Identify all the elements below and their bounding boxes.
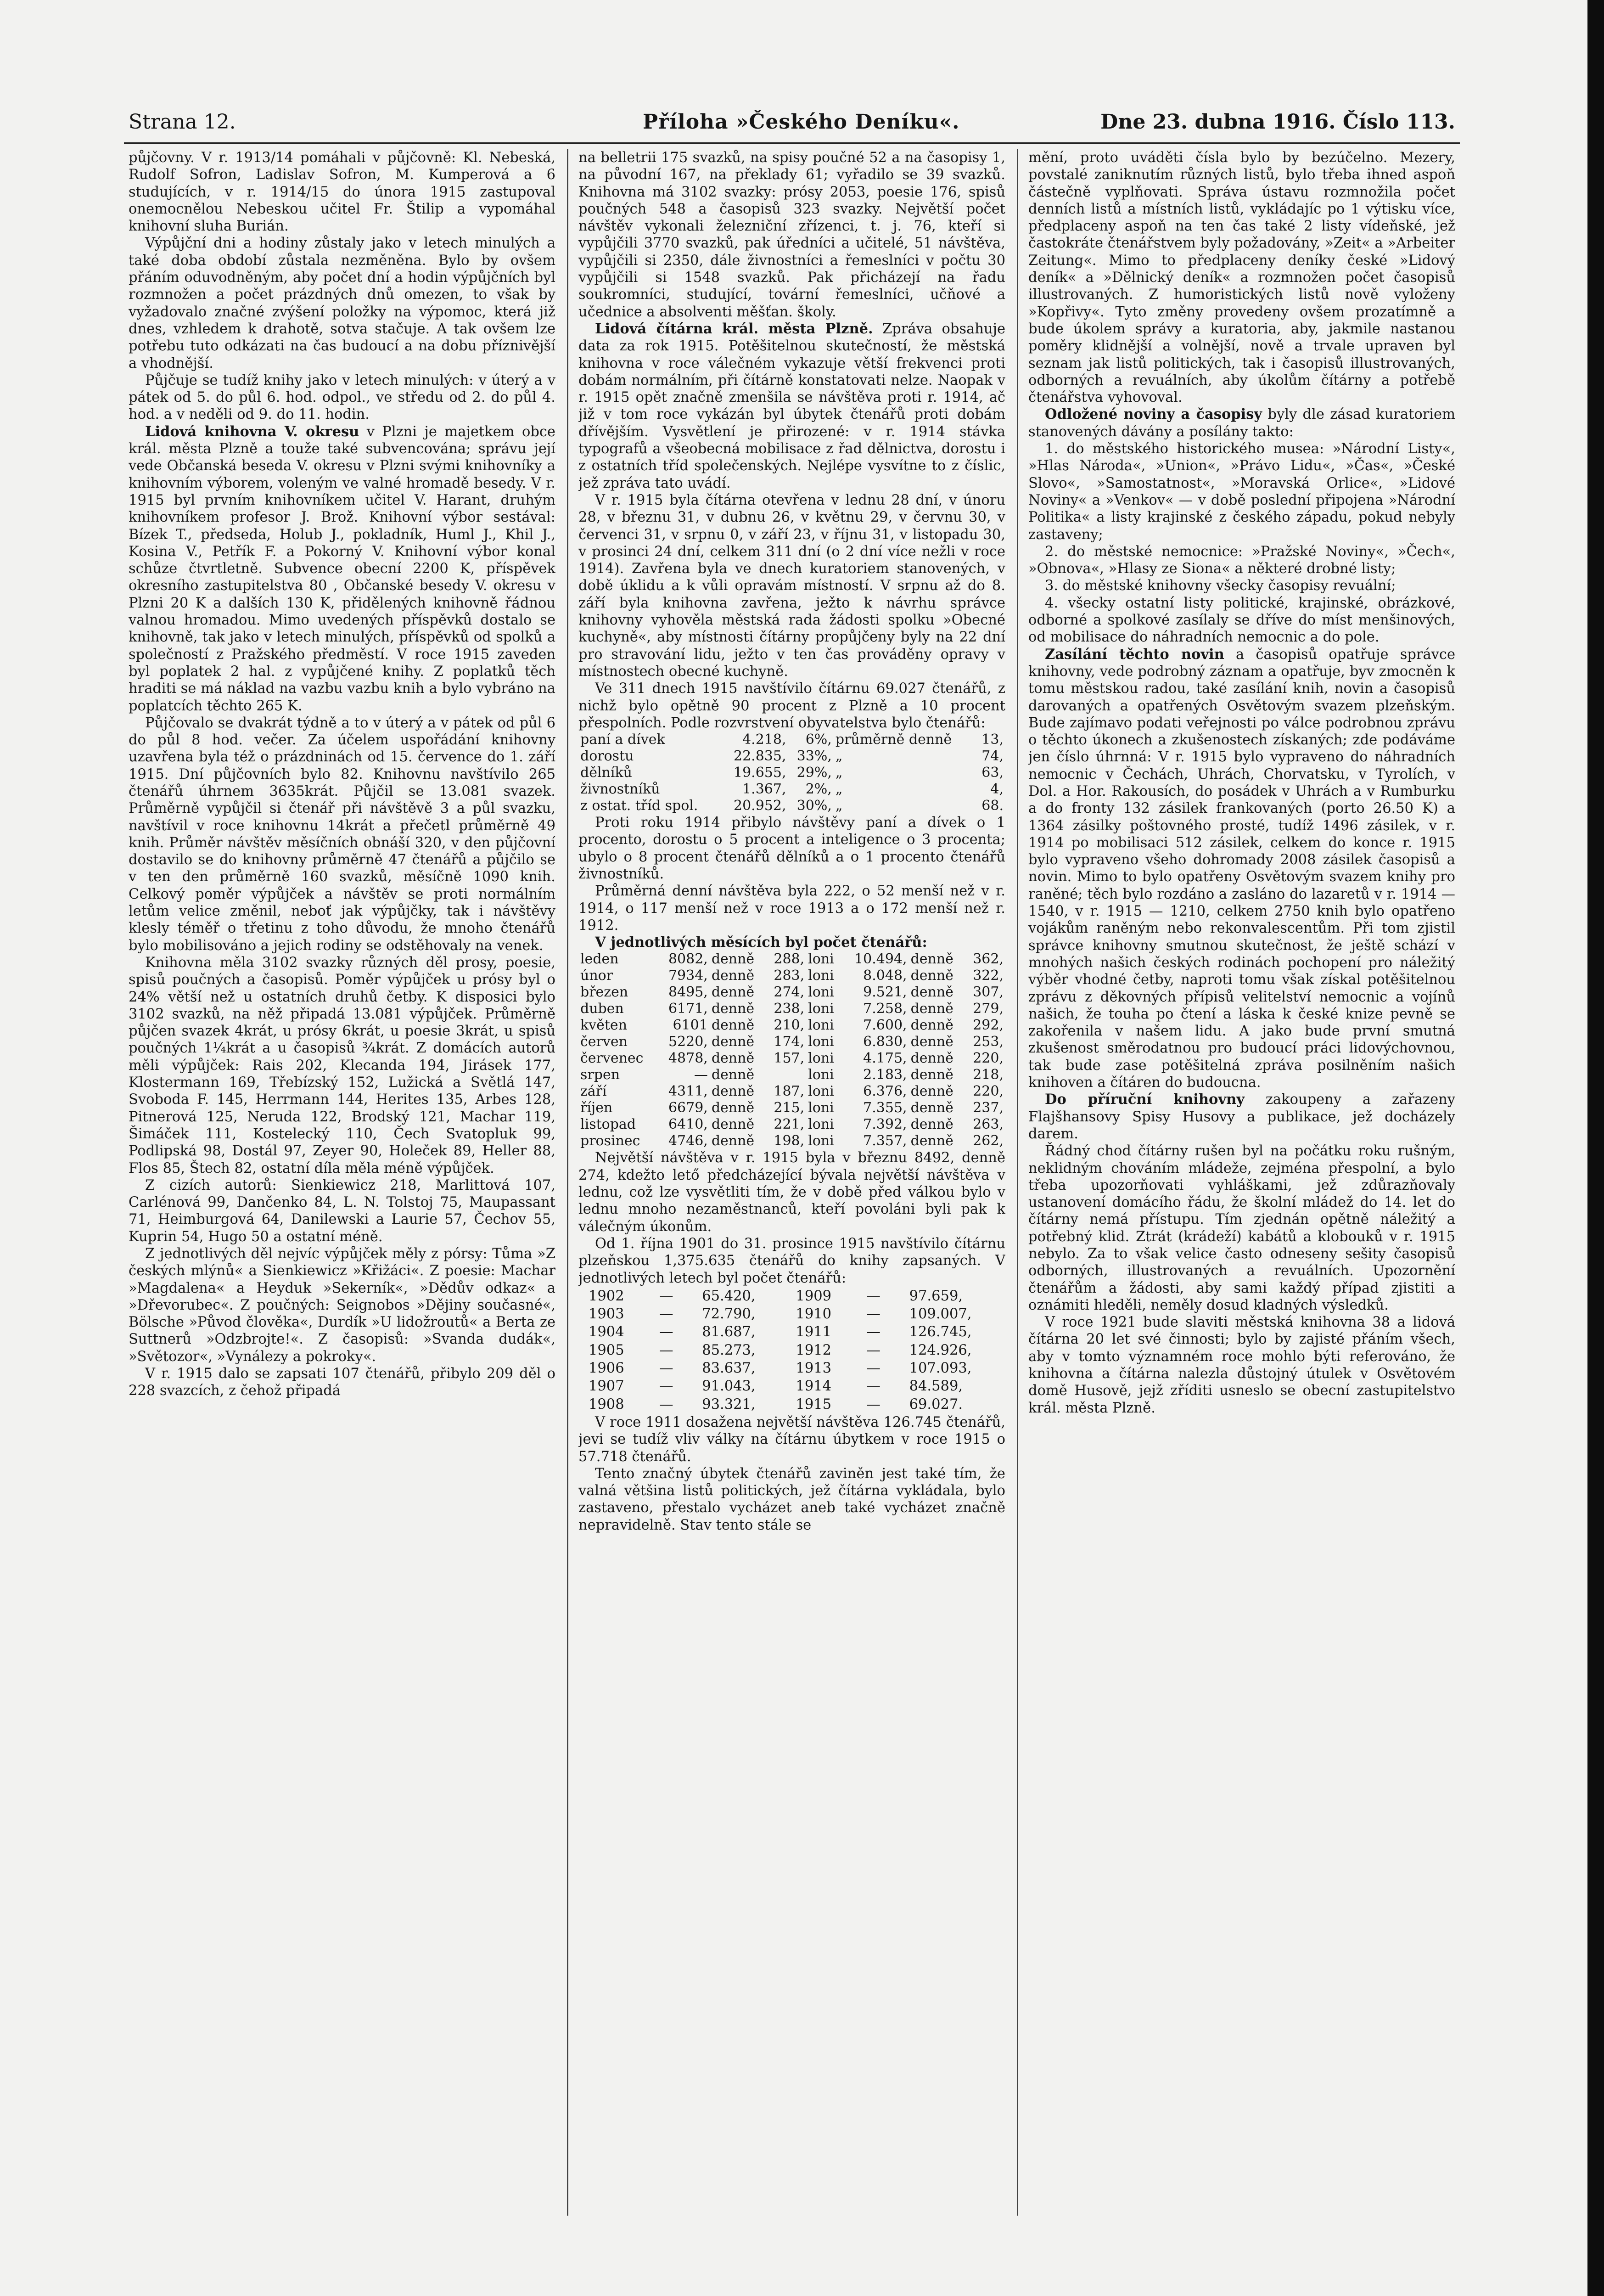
dash: — xyxy=(866,1342,881,1358)
table-row xyxy=(578,1100,1005,1116)
paragraph: Největší návštěva v r. 1915 byla v březnu 8492, denně 274, kdežto lető předcházející bývala největší návštěva v lednu, což lze vysvětliti tím, že v době před válkou bylo v lednu mnoho nezaměstnanců, kteří povoláni byli pak k válečným úkonům. xyxy=(578,1150,1005,1235)
denne-label: denně xyxy=(910,1116,953,1133)
month-last-year: 7.392, xyxy=(863,1116,907,1133)
paragraph: mění, proto uváděti čísla bylo by bezúčelno. Mezery, povstalé zaniknutím různých listů, bylo třeba ihned aspoň částečně vyplňovati. Správa ústavu rozmnožila počet denních listů a místních listů, vykládajíc po 1 výtisku více, předplaceny aspoň na ten čas také 2 listy vídeňské, jež častokráte čtenářstvem byly požadovány, »Zeit« a »Arbeiter Zeitung«. Mimo to předplaceny deníky české »Lidový deník« a »Dělnický deník« a rozmnožen počet časopisů illustrovaných. Z humoristických listů nově vyloženy »Kopřivy«. Tyto změny provedeny ovšem prozatímně a bude úkolem správy a kuratoria, aby, jakmile nastanou poměry klidnější a volnější, nově a trvale upraven byl seznam jak listů politických, tak i časopisů illustrovaných, odborných a revuálních, aby úkolům čítárny a potřebě čtenářstva vyhovoval. xyxy=(1028,150,1455,406)
month-last-year: 9.521, xyxy=(863,984,907,1001)
section-heading: V jednotlivých měsících byl počet čtenářů: xyxy=(595,934,927,951)
paragraph: 3. do městské knihovny všecky časopisy revuální; xyxy=(1045,578,1396,594)
month-last-year: 6.830, xyxy=(863,1034,907,1050)
occupation-percent: 30%, xyxy=(796,798,832,814)
newspaper-page xyxy=(124,96,1460,2273)
header-rule xyxy=(124,142,1460,144)
dash: — xyxy=(866,1306,881,1322)
column-rule-2 xyxy=(1017,149,1018,2216)
paragraph: Lidová knihovna V. okresu v Plzni je majetkem obce král. města Plzně a touže také subvencována; správu její vede Občanská beseda V. okresu v Plzni svými knihovníky a knihovním výborem, voleným ve valné hromadě besedy. V r. 1915 byl prvním knihovníkem učitel V. Harant, druhým knihovníkem profesor J. Brož. Knihovní výbor sestával: Bízek T., předseda, Holub J., pokladník, Huml J., Khil J., Kosina V., Petřík F. a Pokorný V. Knihovní výbor konal schůze čtvrtletně. Subvence obecní 2200 K, příspěvek okresního zastupitelstva 80 , Občanské besedy V. okresu v Plzni 20 K a dalších 130 K, přidělených knihovně řádnou valnou hromadou. Mimo uvedených příspěvků dostalo se knihovně, tak jako v letech minulých, příspěvků od spolků a společností z Pražského předměstí. V roce 1915 zaveden byl poplatek 2 hal. z vypůjčené knihy. Z poplatků těch hraditi se má náklad na vazbu vazbu knih a bylo vybráno na poplatcích těchto 265 K. xyxy=(129,423,555,714)
occupation-count: 20.952, xyxy=(733,798,786,814)
month-last-year-daily: 263, xyxy=(973,1116,1004,1133)
month-daily: 288, xyxy=(774,951,805,968)
issue-date: Dne 23. dubna 1916. Číslo 113. xyxy=(1100,110,1455,134)
table-row xyxy=(578,968,1005,984)
month-name: únor xyxy=(580,968,613,984)
year: 1913 xyxy=(796,1360,832,1377)
denne-label: denně xyxy=(910,1083,953,1100)
month-daily: 238, xyxy=(774,1001,805,1017)
month-last-year: 10.494, xyxy=(854,951,907,968)
month-readers: 7934, xyxy=(668,968,708,984)
page-header xyxy=(124,106,1460,138)
paragraph: Z jednotlivých děl nejvíc výpůjček měly z pórsy: Tůma »Z českých mlýnů« a Sienkiewicz »Křižáci«. Z poesie: Machar »Magdalena« a Heyduk »Sekerník«, »Dědův odkaz« a »Dřevorubec«. Z poučných: Seignobos »Dějiny současné«, Bölsche »Původ člověka«, Durdík »U lidožroutů« a Berta ze Suttnerů »Odzbrojte!«. Z časopisů: »Svanda dudák«, »Světozor«, »Vynálezy a pokroky«. xyxy=(129,1246,555,1365)
denne-label: denně xyxy=(711,1100,755,1116)
occupation-percent: 6%, xyxy=(805,732,832,748)
month-name: listopad xyxy=(580,1116,636,1133)
year-readers: 124.926, xyxy=(909,1342,972,1358)
denne-label: denně xyxy=(711,1034,755,1050)
month-last-year-daily: 262, xyxy=(973,1133,1004,1149)
paragraph: V r. 1915 dalo se zapsati 107 čtenářů, přibylo 209 děl o 228 svazcích, z čehož připadá xyxy=(129,1366,555,1399)
month-daily: 221, xyxy=(774,1116,805,1133)
month-last-year-daily: 279, xyxy=(973,1001,1004,1017)
paragraph: Do příruční knihovny zakoupeny a zařazeny Flajšhansovy Spisy Husovy a publikace, jež docházely darem. xyxy=(1028,1091,1455,1142)
table-row xyxy=(579,1378,1004,1395)
daily-label: „ xyxy=(835,798,843,814)
daily-average: 63, xyxy=(981,765,1004,781)
year: 1912 xyxy=(796,1342,832,1358)
paragraph: V roce 1911 dosažena největší návštěva 126.745 čtenářů, jevi se tudíž vliv války na čítárnu úbytkem v roce 1915 o 57.718 čtenářů. xyxy=(578,1414,1005,1465)
month-name: leden xyxy=(580,951,619,968)
month-last-year-daily: 220, xyxy=(973,1050,1004,1067)
month-readers: 6101 xyxy=(673,1017,708,1034)
table-row xyxy=(579,1396,1004,1413)
section-heading: Do příruční knihovny xyxy=(1045,1091,1245,1108)
paragraph: na belletrii 175 svazků, na spisy poučné 52 a na časopisy 1, na původní 167, na překlady 61; vyřadilo se 39 svazků. Knihovna má 3102 svazky: prósy 2053, poesie 176, spisů poučných 548 a časopisů 323 svazky. Největší počet návštěv vykonali železniční zřízenci, t. j. 76, kteří si vypůjčili 3770 svazků, pak úředníci a učitelé, 51 návštěva, vypůjčili si 2350, dále živnostníci a řemeslníci v počtu 30 vypůjčili si 1548 svazků. Pak přicházejí na řadu soukromníci, studující, tovární řemeslníci, učňové a učednice a absolventi měšťan. školy. xyxy=(578,150,1005,320)
month-last-year-daily: 253, xyxy=(973,1034,1004,1050)
table-row xyxy=(578,765,1005,781)
denne-label: denně xyxy=(910,1133,953,1149)
year: 1910 xyxy=(796,1306,832,1322)
table-row xyxy=(578,1050,1005,1067)
monthly-table xyxy=(578,951,1005,1149)
loni-label: loni xyxy=(808,1116,834,1133)
table-row xyxy=(578,1083,1005,1100)
year: 1911 xyxy=(796,1324,832,1340)
occupation-table xyxy=(578,732,1005,814)
year: 1914 xyxy=(796,1378,832,1395)
section-heading: Lidová knihovna V. okresu xyxy=(145,423,359,440)
year: 1908 xyxy=(589,1396,624,1412)
table-row xyxy=(579,1342,1004,1359)
dash: — xyxy=(866,1396,881,1412)
denne-label: denně xyxy=(910,1034,953,1050)
month-last-year: 2.183, xyxy=(863,1067,907,1083)
loni-label: loni xyxy=(808,984,834,1001)
dash: — xyxy=(866,1360,881,1377)
loni-label: loni xyxy=(808,968,834,984)
month-last-year-daily: 322, xyxy=(973,968,1004,984)
year-readers: 97.659, xyxy=(909,1288,963,1304)
occupation-count: 1.367, xyxy=(742,781,786,798)
paragraph: V roce 1921 bude slaviti městská knihovna 38 a lidová čítárna 20 let své činnosti; bylo by zajisté přáním všech, aby v tomto významném roce mohlo býti referováno, že knihovna a čítárna nalezla důstojný útulek v Osvětovém domě Husově, jejž zříditi usneslo se obecní zastupitelstvo král. města Plzně. xyxy=(1028,1314,1455,1416)
year-readers: 85.273, xyxy=(702,1342,756,1358)
table-row xyxy=(578,748,1005,765)
occupation-count: 19.655, xyxy=(733,765,786,781)
month-last-year-daily: 218, xyxy=(973,1067,1004,1083)
month-name: srpen xyxy=(580,1067,620,1083)
dash: — xyxy=(659,1342,673,1358)
denne-label: denně xyxy=(910,1067,953,1083)
denne-label: denně xyxy=(711,1116,755,1133)
year-readers: 107.093, xyxy=(909,1360,972,1377)
table-row xyxy=(578,1017,1005,1034)
dash: — xyxy=(659,1324,673,1340)
month-last-year: 7.258, xyxy=(863,1001,907,1017)
paragraph: V r. 1915 byla čítárna otevřena v lednu 28 dní, v únoru 28, v březnu 31, v dubnu 26, v květnu 29, v červnu 30, v červenci 31, v srpnu 0, v září 23, v říjnu 31, v listopadu 30, v prosinci 24 dní, celkem 311 dní (o 2 dní více nežli v roce 1914). Zavřena byla ve dnech kuratoriem stanovených, v době úklidu a k vůli opravám místností. V srpnu až do 8. září byla knihovna zavřena, ježto k návrhu správce knihovny vyhověla městská rada žádosti spolku »Obecné kuchyně«, aby místnosti čítárny propůjčeny byly na 22 dní pro stravování lidu, ježto v ten čas prováděny opravy v místnostech obecné kuchyně. xyxy=(578,492,1005,680)
dash: — xyxy=(659,1378,673,1395)
month-daily: 274, xyxy=(774,984,805,1001)
month-readers: 6410, xyxy=(668,1116,708,1133)
denne-label: denně xyxy=(711,1083,755,1100)
paragraph: Knihovna měla 3102 svazky různých děl prosy, poesie, spisů poučných a časopisů. Poměr výpůjček u prósy byl o 24% větší než u ostatních druhů četby. K disposici bylo 3102 svazků, na něž připadá 13.081 výpůjček. Průměrně půjčen svazek 4krát, u prósy 6krát, u poesie 3krát, u spisů poučných 1¼krát a u časopisů ¾krát. Z domácích autorů měli výpůjček: Rais 202, Klecanda 194, Jirásek 177, Klostermann 169, Třebízský 152, Lužická a Světlá 147, Svoboda F. 145, Herrmann 144, Herites 135, Arbes 128, Pitnerová 125, Neruda 122, Brodský 121, Machar 119, Šimáček 111, Kostelecký 110, Čech Svatopluk 99, Podlipská 98, Dostál 97, Zeyer 90, Holeček 89, Heller 88, Flos 85, Štech 82, ostatní díla měla méně výpůjček. xyxy=(129,954,555,1176)
month-readers: 4311, xyxy=(668,1083,708,1100)
year: 1915 xyxy=(796,1396,832,1412)
year-readers: 81.687, xyxy=(702,1324,756,1340)
month-last-year-daily: 220, xyxy=(973,1083,1004,1100)
month-daily: 198, xyxy=(774,1133,805,1149)
denne-label: denně xyxy=(910,968,953,984)
year-readers: 109.007, xyxy=(909,1306,972,1322)
paragraph: 4. všecky ostatní listy politické, krajinské, obrázkové, odborné a spolkové zasílaly se dříve do míst menšinových, od mobilisace do náhradních nemocnic a do pole. xyxy=(1028,595,1455,646)
yearly-table xyxy=(578,1287,1005,1414)
table-row xyxy=(579,1288,1004,1305)
month-readers: — xyxy=(694,1067,708,1083)
month-daily: 283, xyxy=(774,968,805,984)
denne-label: denně xyxy=(910,1050,953,1067)
month-last-year-daily: 307, xyxy=(973,984,1004,1001)
year: 1905 xyxy=(589,1342,624,1358)
section-heading: Lidová čítárna král. města Plzně. xyxy=(595,320,873,337)
occupation-name: paní a dívek xyxy=(580,732,665,748)
occupation-name: dorostu xyxy=(580,748,634,765)
daily-average: 4, xyxy=(990,781,1004,798)
paragraph xyxy=(578,934,1005,951)
month-readers: 5220, xyxy=(668,1034,708,1050)
table-row xyxy=(578,1001,1005,1017)
occupation-count: 4.218, xyxy=(742,732,786,748)
section-heading: Odložené noviny a časopisy xyxy=(1045,406,1262,423)
year: 1902 xyxy=(589,1288,624,1304)
paragraph: Výpůjční dni a hodiny zůstaly jako v letech minulých a také doba období zůstala nezměněna. Bylo by ovšem přáním oduvodněným, aby počet dní a hodin výpůjčních byl rozmnožen a počet prázdných dnů omezen, to však by vyžadovalo značné zvýšení položky na výpomoc, která již dnes, vzhledem k drahotě, sotva stačuje. A tak ovšem lze potřebu tuto odkázati na čas budoucí a na dobu příznivější a vhodnější. xyxy=(129,235,555,371)
year: 1903 xyxy=(589,1306,624,1322)
occupation-name: dělníků xyxy=(580,765,632,781)
scan-edge xyxy=(1587,0,1604,2296)
loni-label: loni xyxy=(808,951,834,968)
paragraph: Odložené noviny a časopisy byly dle zásad kuratoriem stanovených dávány a posílány takto: xyxy=(1028,406,1455,440)
paragraph: Proti roku 1914 přibylo návštěvy paní a dívek o 1 procento, dorostu o 5 procent a inteligence o 3 procenta; ubylo o 8 procent čtenářů dělníků a o 1 procento čtenářů živnostníků. xyxy=(578,815,1005,882)
denne-label: denně xyxy=(711,1050,755,1067)
month-last-year: 7.357, xyxy=(863,1133,907,1149)
daily-label: „ xyxy=(835,748,843,765)
year: 1904 xyxy=(589,1324,624,1340)
loni-label: loni xyxy=(808,1133,834,1149)
paragraph: 2. do městské nemocnice: »Pražské Noviny«, »Čech«, »Obnova«, »Hlasy ze Siona« a některé drobné listy; xyxy=(1028,543,1455,577)
daily-average: 68. xyxy=(981,798,1004,814)
loni-label: loni xyxy=(808,1083,834,1100)
month-last-year: 7.355, xyxy=(863,1100,907,1116)
month-name: duben xyxy=(580,1001,624,1017)
month-readers: 8082, xyxy=(668,951,708,968)
year: 1906 xyxy=(589,1360,624,1377)
paragraph: 1. do městského historického musea: »Národní Listy«, »Hlas Národa«, »Union«, »Právo Lidu«, »Čas«, »České Slovo«, »Samostatnost«, »Moravská Orlice«, »Lidové Noviny« a »Venkov« — v době poslední připojena »Národní Politika« a listy krajinské z českého západu, pokud nebyly zastaveny; xyxy=(1028,441,1455,543)
month-name: květen xyxy=(580,1017,628,1034)
year: 1907 xyxy=(589,1378,624,1395)
loni-label: loni xyxy=(808,1100,834,1116)
occupation-percent: 29%, xyxy=(796,765,832,781)
month-last-year: 4.175, xyxy=(863,1050,907,1067)
column-1 xyxy=(129,149,555,2262)
year-readers: 83.637, xyxy=(702,1360,756,1377)
month-daily: 174, xyxy=(774,1034,805,1050)
month-name: červen xyxy=(580,1034,628,1050)
table-row xyxy=(578,732,1005,748)
occupation-count: 22.835, xyxy=(733,748,786,765)
paragraph: Ve 311 dnech 1915 navštívilo čítárnu 69.027 čtenářů, z nichž bylo opětně 90 procent z Plzně a 10 procent přespolních. Podle rozvrstvení obyvatelstva bylo čtenářů: xyxy=(578,681,1005,731)
paragraph: Z cizích autorů: Sienkiewicz 218, Marlittová 107, Carlénová 99, Dančenko 84, L. N. Tolstoj 75, Maupassant 71, Heimburgová 64, Danilewski a Laurie 57, Čechov 55, Kuprin 54, Hugo 50 a ostatní méně. xyxy=(129,1177,555,1245)
dash: — xyxy=(866,1324,881,1340)
denne-label: denně xyxy=(910,984,953,1001)
paragraph: Od 1. října 1901 do 31. prosince 1915 navštívilo čítárnu plzeňskou 1,375.635 čtenářů do knihy zapsaných. V jednotlivých letech byl počet čtenářů: xyxy=(578,1235,1005,1286)
loni-label: loni xyxy=(808,1017,834,1034)
table-row xyxy=(578,1067,1005,1083)
paragraph: Půjčuje se tudíž knihy jako v letech minulých: v úterý a v pátek od 5. do půl 6. hod. odpol., ve středu od 2. do půl 4. hod. a v neděli od 9. do 11. hodin. xyxy=(129,372,555,423)
column-rule-1 xyxy=(567,149,568,2216)
month-name: prosinec xyxy=(580,1133,640,1149)
denne-label: denně xyxy=(910,951,953,968)
month-daily: 210, xyxy=(774,1017,805,1034)
table-row xyxy=(579,1323,1004,1340)
denne-label: denně xyxy=(910,1100,953,1116)
month-daily: 215, xyxy=(774,1100,805,1116)
dash: — xyxy=(659,1288,673,1304)
month-last-year: 7.600, xyxy=(863,1017,907,1034)
year: 1909 xyxy=(796,1288,832,1304)
column-3 xyxy=(1028,149,1455,2262)
table-row xyxy=(578,984,1005,1001)
month-name: červenec xyxy=(580,1050,644,1067)
denne-label: denně xyxy=(910,1017,953,1034)
month-readers: 6171, xyxy=(668,1001,708,1017)
year-readers: 65.420, xyxy=(702,1288,756,1304)
month-name: září xyxy=(580,1083,607,1100)
year-readers: 126.745, xyxy=(909,1324,972,1340)
denne-label: denně xyxy=(711,1017,755,1034)
daily-label: průměrně denně xyxy=(835,732,952,748)
paragraph: Lidová čítárna král. města Plzně. Zpráva obsahuje data za rok 1915. Potěšitelnou skutečností, že městská knihovna v roce válečném vykazuje větší frekvenci proti dobám normálním, při čítárně konstatovati nelze. Naopak v r. 1915 opět značně zmenšila se návštěva proti r. 1914, ač již v tom roce vykázán byl úbytek čtenářů proti dobám dřívějším. Vysvětlení je přirozené: v r. 1914 stávka typografů a všeobecná mobilisace z řad dělnictva, dorostu i z ostatních tříd společenských. Nejlépe vysvítne to z číslic, jež zpráva tato uvádí. xyxy=(578,320,1005,491)
table-row xyxy=(578,781,1005,798)
dash: — xyxy=(866,1378,881,1395)
paragraph: Zasílání těchto novin a časopisů opatřuje správce knihovny, vede podrobný záznam a opatřuje, byv zmocněn k tomu městskou radou, také zasílání knih, novin a časopisů darovaných a opatřených Osvětovým svazem plzeňským. Bude zajímavo podati veřejnosti po válce podrobnou zprávu o těchto úkonech a zkušenostech získaných; zde podáváme jen číslo úhrnná: V r. 1915 bylo vypraveno do náhradních nemocnic v Čechách, Uhrách, Chorvatsku, v Tyrolích, v Dol. a Hor. Rakousích, do posádek v Uhrách a v Rumburku a do fronty 132 zásilek frankovaných (porto 26.50 K) a 1364 zásilky poštovného prosté, tudíž 1496 zásilek, v r. 1914 po mobilisaci 512 zásilek, celkem do konce r. 1915 bylo vypraveno všeho dohromady 2008 zásilek časopisů a novin. Mimo to bylo opatřeny Osvětovým svazem knihy pro raněné; těch bylo rozdáno a zasláno do lazaretů v r. 1914 — 1540, v r. 1915 — 1210, celkem 2750 knih bylo opatřeno vojákům raněným nebo rekonvalescentům. Při tom zjistil správce knihovny smutnou skutečnost, že ještě schází v mnohých našich českých rodinách pochopení pro náležitý výběr vhodné četby, naproti tomu však získal potěšitelnou zprávu z děkovných přípisů velitelství nemocnic a vojínů našich, že touha po čtení a láska k české knize pevně se zakořenila v našem lidu. A jako bude první smutná zkušenost směrodatnou pro budoucí práci lidovýchovnou, tak bude zase potěšitelná zpráva posilněním našich knihoven a čítáren do budoucna. xyxy=(1028,646,1455,1091)
year-readers: 93.321, xyxy=(702,1396,756,1412)
denne-label: denně xyxy=(711,1133,755,1149)
section-heading: Zasílání těchto novin xyxy=(1045,646,1224,663)
page-number: Strana 12. xyxy=(129,110,236,134)
loni-label: loni xyxy=(808,1001,834,1017)
loni-label: loni xyxy=(808,1050,834,1067)
table-row xyxy=(578,798,1005,814)
denne-label: denně xyxy=(711,984,755,1001)
denne-label: denně xyxy=(711,951,755,968)
month-daily xyxy=(765,1067,806,1083)
occupation-name: živnostníků xyxy=(580,781,660,798)
table-row xyxy=(579,1306,1004,1322)
dash: — xyxy=(659,1360,673,1377)
month-readers: 6679, xyxy=(668,1100,708,1116)
supplement-title: Příloha »Českého Deníku«. xyxy=(643,110,960,134)
month-name: březen xyxy=(580,984,628,1001)
month-last-year-daily: 292, xyxy=(973,1017,1004,1034)
loni-label: loni xyxy=(808,1034,834,1050)
paragraph: Průměrná denní návštěva byla 222, o 52 menší než v r. 1914, o 117 menší než v roce 1913 a o 172 menší než r. 1912. xyxy=(578,883,1005,934)
loni-label: loni xyxy=(808,1067,834,1083)
year-readers: 84.589, xyxy=(909,1378,963,1395)
daily-average: 13, xyxy=(981,732,1004,748)
daily-label: „ xyxy=(835,781,843,798)
month-readers: 8495, xyxy=(668,984,708,1001)
month-daily: 187, xyxy=(774,1083,805,1100)
month-last-year: 8.048, xyxy=(863,968,907,984)
daily-average: 74, xyxy=(981,748,1004,765)
denne-label: denně xyxy=(711,968,755,984)
month-last-year-daily: 362, xyxy=(973,951,1004,968)
paragraph: Tento značný úbytek čtenářů zaviněn jest také tím, že valná většina listů politických, jež čítárna vykládala, bylo zastaveno, přestalo vycházet aneb také vycházet značně nepravidelně. Stav tento stále se xyxy=(578,1465,1005,1533)
occupation-name: z ostat. tříd spol. xyxy=(580,798,698,814)
month-readers: 4746, xyxy=(668,1133,708,1149)
occupation-percent: 2%, xyxy=(805,781,832,798)
daily-label: „ xyxy=(835,765,843,781)
denne-label: denně xyxy=(711,1001,755,1017)
dash: — xyxy=(866,1288,881,1304)
table-row xyxy=(578,951,1005,968)
denne-label: denně xyxy=(910,1001,953,1017)
year-readers: 69.027. xyxy=(909,1396,963,1412)
month-last-year-daily: 237, xyxy=(973,1100,1004,1116)
month-daily: 157, xyxy=(774,1050,805,1067)
paragraph: Půjčovalo se dvakrát týdně a to v úterý a v pátek od půl 6 do půl 8 hod. večer. Za účelem uspořádání knihovny uzavřena byla též o prázdninách od 15. července do 1. září 1915. Dní půjčovních bylo 82. Knihovnu navštívilo 265 čtenářů úhrnem 3635krát. Půjčil se 13.081 svazek. Průměrně vypůjčil si čtenář při návštěvě 3 a půl svazku, navštívil v roce knihovnu 14krát a přečetl průměrně 49 knih. Průměr návštěv měsíčních obnáší 320, v den půjčovní dostavilo se do knihovny průměrně 47 čtenářů a půjčilo se v ten den průměrně 160 svazků, měsíčně 1090 knih. Celkový poměr výpůjček a návštěv se proti normálním letům velice změnil, neboť jak výpůjčky, tak i návštěvy klesly téměř o třetinu z toho důvodu, že mnoho čtenářů bylo mobilisováno a jejich rodiny se odstěhovaly na venek. xyxy=(129,715,555,954)
month-name: říjen xyxy=(580,1100,613,1116)
year-readers: 72.790, xyxy=(702,1306,756,1322)
table-row xyxy=(578,1116,1005,1133)
dash: — xyxy=(659,1306,673,1322)
occupation-percent: 33%, xyxy=(796,748,832,765)
table-row xyxy=(579,1360,1004,1377)
paragraph: Řádný chod čítárny rušen byl na počátku roku rušným, neklidným chováním mládeže, zejména přespolní, a bylo třeba upozorňovati vyhláškami, jež zdůrazňovaly ustanovení domácího řádu, že školní mládež do 14. let do čítárny nemá přístupu. Tím zjednán opětně náležitý a potřebný klid. Ztrát (krádeží) kabátů a klobouků v r. 1915 nebylo. Za to však velice často odneseny sešity časopisů odborných, illustrovaných a revuálních. Upozornění čtenářům a žádosti, aby sami každý případ zjistiti a oznámiti hleděli, neměly dosud kladných výsledků. xyxy=(1028,1143,1455,1313)
table-row xyxy=(578,1034,1005,1050)
denne-label: denně xyxy=(711,1067,755,1083)
table-row xyxy=(578,1133,1005,1149)
month-readers: 4878, xyxy=(668,1050,708,1067)
month-last-year: 6.376, xyxy=(863,1083,907,1100)
paragraph: půjčovny. V r. 1913/14 pomáhali v půjčovně: Kl. Nebeská, Rudolf Sofron, Ladislav Sofron, M. Kumperová a 6 studujících, v r. 1914/15 do února 1915 zastupoval onemocnělou Nebeskou učitel Fr. Štilip a vypomáhal knihovní sluha Burián. xyxy=(129,150,555,235)
year-readers: 91.043, xyxy=(702,1378,756,1395)
column-2 xyxy=(578,149,1005,2262)
dash: — xyxy=(659,1396,673,1412)
